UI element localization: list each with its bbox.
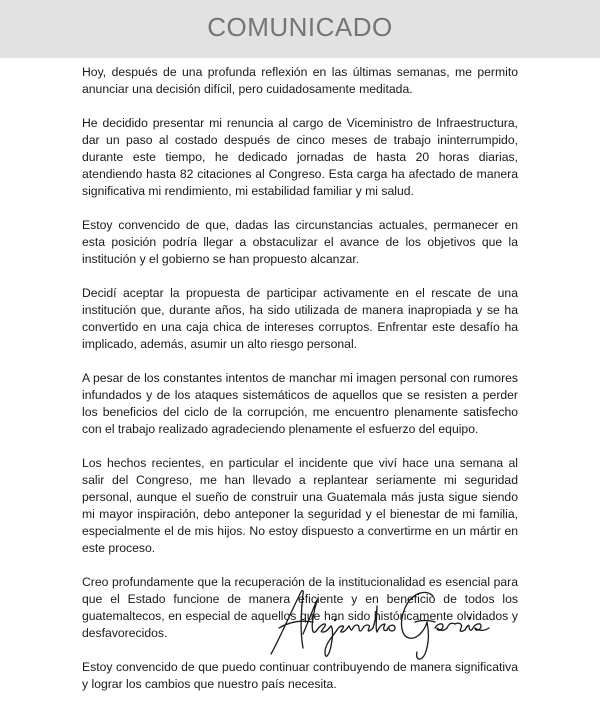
paragraph-2: He decidido presentar mi renuncia al cargo de Viceministro de Infraestructura, dar un paso al costado después de cinco meses de trabajo ininterrumpido, durante este tiempo, he dedicado jornadas de hasta 20 horas diarias, atendiendo hasta 82 citaciones al Congreso. Esta carga ha afectado de manera significativa mi rendimiento, mi estabilidad familiar y mi salud.	[82, 116, 518, 198]
handwritten-signature	[265, 582, 525, 662]
paragraph-3: Estoy convencido de que, dadas las circunstancias actuales, permanecer en esta posición podría llegar a obstaculizar el avance de los objetivos que la institución y el gobierno se han propuesto alcanzar.	[82, 218, 518, 266]
paragraph-6: Los hechos recientes, en particular el incidente que viví hace una semana al salir del Congreso, me han llevado a replantear seriamente mi seguridad personal, aunque el sueño de construir una Guatemala más justa sigue siendo mi mayor inspiración, debo anteponer la seguridad y el bienestar de mi familia, especialmente el de mis hijos. No estoy dispuesto a convertirme en un mártir en este proceso.	[82, 456, 518, 555]
paragraph-4: Decidí aceptar la propuesta de participar activamente en el rescate de una institución que, durante años, ha sido utilizada de manera inapropiada y se ha convertido en una caja chica de intereses corruptos. Enfrentar este desafío ha implicado, además, asumir un alto riesgo personal.	[82, 286, 518, 351]
paragraph-5: A pesar de los constantes intentos de manchar mi imagen personal con rumores infundados y de los ataques sistemáticos de aquellos que se resisten a perder los beneficios del ciclo de la corrupción, me encuentro plenamente satisfecho con el trabajo realizado agradeciendo plenamente el esfuerzo del equipo.	[82, 371, 518, 436]
paragraph-8: Estoy convencido de que puedo continuar contribuyendo de manera significativa y lograr los cambios que nuestro país necesita.	[82, 660, 518, 691]
paragraph-1: Hoy, después de una profunda reflexión en las últimas semanas, me permito anunciar una decisión difícil, pero cuidadosamente meditada.	[82, 65, 518, 96]
page-title: COMUNICADO	[207, 11, 393, 42]
paragraph-7: Creo profundamente que la recuperación de la institucionalidad es esencial para que el Estado funcione de manera eficiente y en beneficio de todos los guatemaltecos, en especial de aquellos que han sido históricamente olvidados y desfavorecidos.	[82, 575, 518, 640]
header-bar	[0, 0, 600, 58]
